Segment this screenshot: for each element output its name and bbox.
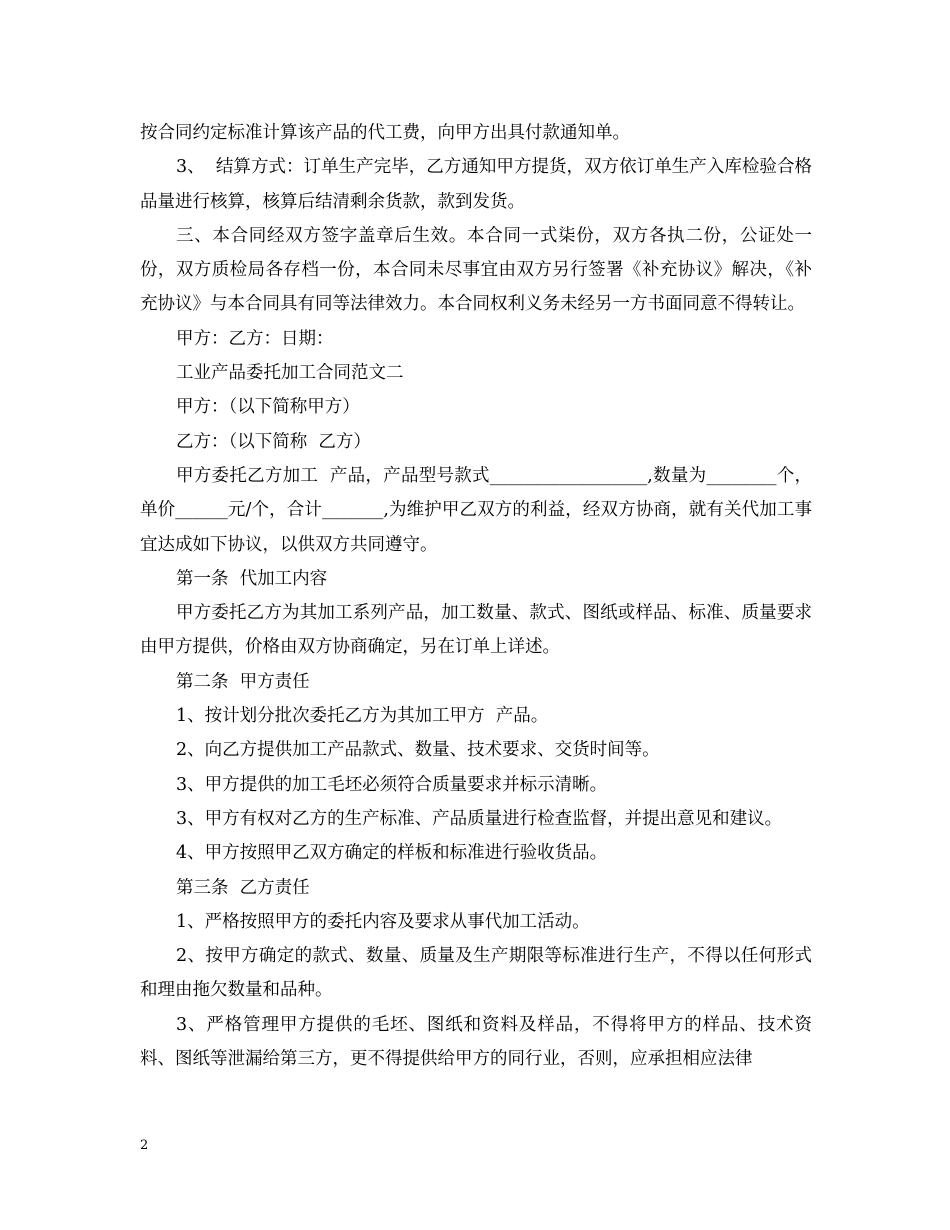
party-b-line: 乙方：（以下简称 乙方） <box>176 431 371 452</box>
section-title: 工业产品委托加工合同范文二 <box>176 363 404 384</box>
paragraph: 三、本合同经双方签字盖章后生效。本合同一式柒份，双方各执二份，公证处一份，双方质检局各存档一份，本合同未尽事宜由双方另行签署《补充协议》解决，《补充协议》与本合同具有同等法律效力。本合同权利义务未经另一方书面同意不得转让。 <box>140 225 812 315</box>
paragraph: 甲方委托乙方加工 产品，产品型号款式__________________,数量为________个，单价______元/个，合计_______,为维护甲乙双方的利益，经双方协商，就有关代加工事宜达成如下协议，以供双方共同遵守。 <box>140 465 812 555</box>
paragraph: 3、 结算方式：订单生产完毕，乙方通知甲方提货，双方依订单生产入库检验合格品量进行核算，核算后结清剩余货款，款到发货。 <box>140 157 812 212</box>
list-item: 2、向乙方提供加工产品款式、数量、技术要求、交货时间等。 <box>176 740 660 761</box>
document-body <box>140 116 812 1076</box>
list-item: 1、严格按照甲方的委托内容及要求从事代加工活动。 <box>176 911 590 932</box>
party-a-line: 甲方：（以下简称甲方） <box>176 397 360 418</box>
paragraph: 甲方委托乙方为其加工系列产品，加工数量、款式、图纸或样品、标准、质量要求由甲方提供，价格由双方协商确定，另在订单上详述。 <box>140 603 812 658</box>
paragraph: 按合同约定标准计算该产品的代工费，向甲方出具付款通知单。 <box>140 123 630 143</box>
list-item: 3、甲方有权对乙方的生产标准、产品质量进行检查监督，并提出意见和建议。 <box>176 808 783 829</box>
article-heading: 第一条 代加工内容 <box>176 568 328 589</box>
list-item: 3、甲方提供的加工毛坯必须符合质量要求并标示清晰。 <box>176 774 608 795</box>
list-item: 1、按计划分批次委托乙方为其加工甲方 产品。 <box>176 706 549 727</box>
list-item: 2、按甲方确定的款式、数量、质量及生产期限等标准进行生产，不得以任何形式和理由拖欠数量和品种。 <box>140 946 812 1001</box>
article-heading: 第二条 甲方责任 <box>176 671 310 692</box>
page-number: 2 <box>140 1138 149 1153</box>
signature-line: 甲方：乙方：日期： <box>176 328 334 349</box>
list-item: 3、严格管理甲方提供的毛坯、图纸和资料及样品，不得将甲方的样品、技术资料、图纸等泄漏给第三方，更不得提供给甲方的同行业，否则，应承担相应法律 <box>140 1014 812 1070</box>
article-heading: 第三条 乙方责任 <box>176 877 310 898</box>
list-item: 4、甲方按照甲乙双方确定的样板和标准进行验收货品。 <box>176 843 608 864</box>
